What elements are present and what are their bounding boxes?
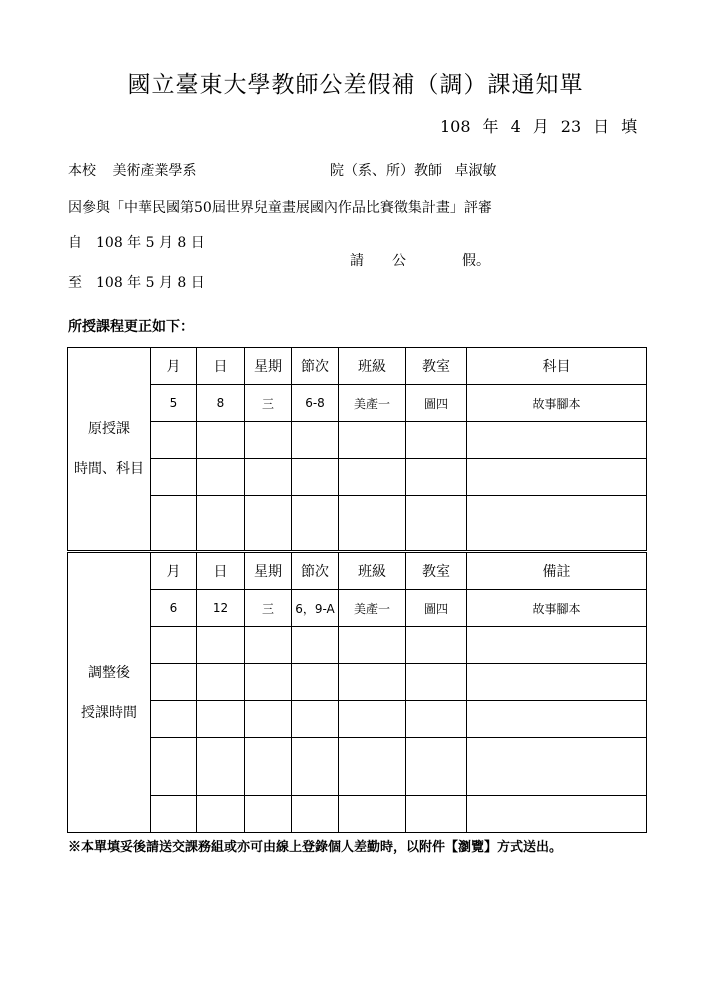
cell: [197, 627, 245, 664]
teacher-role: 院（系、所）教師: [330, 163, 442, 179]
date-suffix: 填: [621, 117, 638, 136]
teacher-name: 卓淑敏: [454, 163, 497, 179]
teacher-line: [330, 160, 496, 180]
adjusted-schedule-table: [67, 552, 647, 833]
cell: [467, 459, 647, 496]
cell: [339, 738, 406, 796]
adjusted-side-label-2: 授課時間: [81, 704, 137, 721]
cell: [467, 422, 647, 459]
cell: [197, 664, 245, 701]
date-day: 23: [560, 117, 582, 136]
cell: [467, 796, 647, 833]
cell: [292, 738, 339, 796]
header-month: 月: [151, 348, 197, 385]
cell: 6: [151, 590, 197, 627]
cell: 圖四: [406, 590, 467, 627]
cell: 6，9-A: [292, 590, 339, 627]
cell: [245, 738, 292, 796]
cell: [245, 701, 292, 738]
cell: [467, 627, 647, 664]
header-subject: 科目: [467, 348, 647, 385]
table-row: [68, 385, 647, 422]
cell: [292, 496, 339, 551]
table-row: [68, 701, 647, 738]
cell: [151, 738, 197, 796]
cell: [406, 738, 467, 796]
adjusted-side-label-1: 調整後: [88, 664, 130, 681]
cell: [197, 422, 245, 459]
cell: 5: [151, 385, 197, 422]
cell: 三: [245, 590, 292, 627]
cell: [245, 459, 292, 496]
fill-date: [440, 114, 649, 137]
leave-end-date: 至 108 年 5 月 8 日: [68, 275, 205, 291]
form-title: 國立臺東大學教師公差假補（調）課通知單: [127, 72, 584, 98]
cell: [467, 738, 647, 796]
cell: [151, 459, 197, 496]
reason-line: 因參與「中華民國第50屆世界兒童畫展國內作品比賽徵集計畫」評審: [68, 200, 492, 216]
table-row: [68, 738, 647, 796]
header-class: 班級: [339, 348, 406, 385]
table-row: [68, 796, 647, 833]
cell: [467, 701, 647, 738]
header-classroom: 教室: [406, 553, 467, 590]
cell: [339, 627, 406, 664]
table-row: [68, 590, 647, 627]
original-side-label-1: 原授課: [88, 421, 130, 437]
header-weekday: 星期: [245, 553, 292, 590]
cell: [245, 422, 292, 459]
cell: [292, 664, 339, 701]
date-month: 4: [510, 117, 521, 136]
cell: [245, 796, 292, 833]
department-name: 美術產業學系: [112, 163, 197, 179]
cell: [245, 496, 292, 551]
leave-type: 請 公 假。: [350, 253, 490, 269]
cell: [467, 496, 647, 551]
date-month-unit: 月: [532, 117, 549, 136]
header-day: 日: [197, 348, 245, 385]
cell: 8: [197, 385, 245, 422]
table-row: [68, 459, 647, 496]
footnote: ※本單填妥後請送交課務組或亦可由線上登錄個人差勤時，以附件【瀏覽】方式送出。: [68, 840, 563, 855]
cell: [197, 738, 245, 796]
original-schedule-table: [67, 347, 647, 551]
header-month: 月: [151, 553, 197, 590]
cell: [197, 796, 245, 833]
header-period: 節次: [292, 553, 339, 590]
cell: [151, 796, 197, 833]
header-remarks: 備註: [467, 553, 647, 590]
cell: 12: [197, 590, 245, 627]
cell: 故事腳本: [467, 590, 647, 627]
cell: 美產一: [339, 590, 406, 627]
cell: [245, 664, 292, 701]
cell: [339, 664, 406, 701]
cell: [151, 422, 197, 459]
table-row: [68, 627, 647, 664]
original-side-label-2: 時間、科目: [74, 461, 144, 477]
cell: [406, 796, 467, 833]
cell: 故事腳本: [467, 385, 647, 422]
cell: [292, 701, 339, 738]
cell: [406, 459, 467, 496]
date-year-unit: 年: [482, 117, 499, 136]
cell: [339, 459, 406, 496]
header-weekday: 星期: [245, 348, 292, 385]
section-heading: 所授課程更正如下：: [68, 319, 194, 335]
header-class: 班級: [339, 553, 406, 590]
cell: [292, 627, 339, 664]
cell: [151, 627, 197, 664]
cell: [339, 496, 406, 551]
date-day-unit: 日: [593, 117, 610, 136]
cell: [151, 664, 197, 701]
line1-prefix: 本校: [68, 163, 96, 179]
cell: [406, 627, 467, 664]
cell: [151, 701, 197, 738]
cell: 圖四: [406, 385, 467, 422]
cell: [406, 701, 467, 738]
cell: [292, 422, 339, 459]
cell: [406, 422, 467, 459]
cell: 美產一: [339, 385, 406, 422]
cell: [197, 701, 245, 738]
cell: [339, 796, 406, 833]
cell: [197, 496, 245, 551]
cell: [292, 796, 339, 833]
cell: [292, 459, 339, 496]
cell: [197, 459, 245, 496]
header-period: 節次: [292, 348, 339, 385]
header-classroom: 教室: [406, 348, 467, 385]
table-row: [68, 496, 647, 551]
cell: [339, 422, 406, 459]
original-side-label: [68, 348, 151, 551]
cell: [245, 627, 292, 664]
header-day: 日: [197, 553, 245, 590]
leave-start-date: 自 108 年 5 月 8 日: [68, 235, 205, 251]
cell: [151, 496, 197, 551]
cell: [339, 701, 406, 738]
table-divider: [67, 550, 646, 551]
adjusted-side-label: [68, 553, 151, 833]
cell: 6-8: [292, 385, 339, 422]
cell: 三: [245, 385, 292, 422]
date-year: 108: [440, 117, 471, 136]
table-row: [68, 664, 647, 701]
cell: [406, 664, 467, 701]
cell: [467, 664, 647, 701]
cell: [406, 496, 467, 551]
table-row: [68, 422, 647, 459]
school-department-line: [68, 160, 196, 180]
